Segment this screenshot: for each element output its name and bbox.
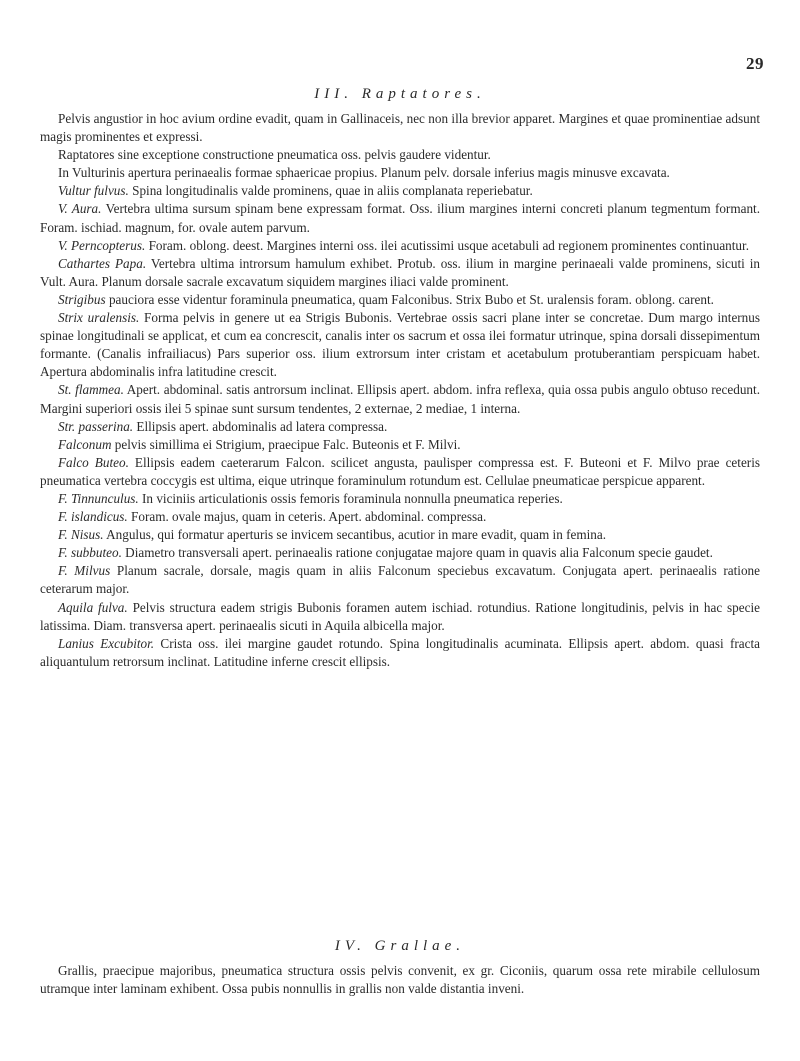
species-term: Strix uralensis. bbox=[58, 310, 140, 326]
paragraph-text: Vertebra ultima introrsum hamulum exhibet. Protub. oss. ilium in margine perinaeali valde prominens, sicuti in Vult. Aura. Planum dorsale sacrale excavatum siquidem margines iliaci valde prominent. bbox=[40, 255, 761, 289]
paragraph-text: pauciora esse videntur foraminula pneumatica, quam Falconibus. Strix Bubo et St. uralensis foram. oblong. carent. bbox=[105, 291, 714, 307]
species-term: F. Milvus bbox=[58, 563, 111, 579]
paragraph-text: Grallis, praecipue majoribus, pneumatica structura ossis pelvis convenit, ex gr. Ciconiis, quarum ossa rete mirabile cellulosum utramque inter laminam exhibent. Ossa pubis nonnullis in grallis non valde distantia inveni. bbox=[40, 963, 760, 997]
paragraph-text: Pelvis structura eadem strigis Bubonis foramen autem ischiad. rotundius. Ratione longitudinis, pelvis in hac specie latissima. Diam. transversa apert. perinaealis sicuti in Aquila albicella major. bbox=[40, 599, 760, 633]
paragraph bbox=[40, 418, 760, 436]
page-number: 29 bbox=[746, 54, 764, 73]
species-term: Str. passerina. bbox=[58, 418, 134, 434]
section-heading-raptatores: III. Raptatores. bbox=[314, 86, 486, 102]
paragraph bbox=[40, 526, 760, 544]
paragraph-text: In Vulturinis apertura perinaealis formae sphaericae propius. Planum pelv. dorsale inferius magis minusve excavata. bbox=[58, 165, 670, 181]
paragraph bbox=[40, 164, 760, 182]
species-term: F. subbuteo. bbox=[58, 545, 122, 561]
paragraph-text: Apert. abdominal. satis antrorsum inclinat. Ellipsis apert. abdom. infra reflexa, quia ossa pubis angulo obtuso recedunt. Margini superiori ossis ilei 5 spinae sunt sursum tendentes, 2 externae, 2 mediae, 1 interna. bbox=[40, 382, 760, 416]
species-term: Vultur fulvus. bbox=[58, 183, 129, 199]
paragraph-text: Crista oss. ilei margine gaudet rotundo. Spina longitudinalis acuminata. Ellipsis apert. abdom. quasi fracta aliquantulum retrorsum inclinat. Latitudine inferne crescit ellipsis. bbox=[40, 635, 761, 669]
species-term: V. Perncopterus. bbox=[58, 237, 146, 253]
species-term: Falconum bbox=[58, 436, 112, 452]
species-term: Aquila fulva. bbox=[58, 599, 128, 615]
species-term: Falco Buteo. bbox=[58, 454, 129, 470]
paragraph-text: Raptatores sine exceptione constructione pneumatica oss. pelvis gaudere videntur. bbox=[58, 147, 491, 163]
paragraph-text: Angulus, qui formatur aperturis se invicem secantibus, acutior in mare evadit, quam in femina. bbox=[103, 527, 607, 543]
paragraph bbox=[40, 436, 760, 454]
paragraph bbox=[40, 635, 760, 671]
paragraph bbox=[40, 237, 760, 255]
paragraph bbox=[40, 508, 760, 526]
paragraph-text: Foram. oblong. deest. Margines interni oss. ilei acutissimi usque acetabuli ad regionem prominentes continuantur. bbox=[145, 237, 749, 253]
paragraph bbox=[40, 291, 760, 309]
paragraph bbox=[40, 309, 760, 381]
paragraph bbox=[40, 255, 760, 291]
paragraph bbox=[40, 962, 760, 998]
paragraph-text: Ellipsis apert. abdominalis ad latera compressa. bbox=[133, 418, 388, 434]
paragraph-text: In viciniis articulationis ossis femoris foraminula nonnulla pneumatica reperies. bbox=[138, 490, 563, 506]
paragraph-text: Forma pelvis in genere ut ea Strigis Bubonis. Vertebrae ossis sacri plane inter se concretae. Dum margo internus spinae longitudinali se applicat, et cum ea concrescit, canalis inter os sacrum et ossa ilei formatur utrinque, spina dorsali dissepimentum formante. (Canalis infrailiacus) Pars superior oss. ilium extrorsum inter cristam et acetabulum protuberantiam perspicuam habet. Apertura abdominalis infra latitudine crescit. bbox=[40, 310, 761, 380]
species-term: V. Aura. bbox=[58, 201, 102, 217]
paragraph-text: Planum sacrale, dorsale, magis quam in aliis Falconum speciebus excavatum. Conjugata apert. perinaealis ratione ceterarum major. bbox=[40, 563, 760, 597]
paragraph bbox=[40, 182, 760, 200]
species-term: Lanius Excubitor. bbox=[58, 635, 155, 651]
paragraph bbox=[40, 200, 760, 236]
paragraph bbox=[40, 146, 760, 164]
paragraph bbox=[40, 454, 760, 490]
paragraph-text: Pelvis angustior in hoc avium ordine evadit, quam in Gallinaceis, nec non illa brevior apparet. Margines et quae prominentiae adsunt magis prominentes et expressi. bbox=[40, 111, 760, 145]
paragraph bbox=[40, 599, 760, 635]
paragraph-text: pelvis simillima ei Strigium, praecipue Falc. Buteonis et F. Milvi. bbox=[111, 436, 461, 452]
section-body-grallae bbox=[40, 962, 760, 998]
paragraph-text: Foram. ovale majus, quam in ceteris. Apert. abdominal. compressa. bbox=[127, 509, 487, 525]
paragraph-text: Diametro transversali apert. perinaealis ratione conjugatae majore quam in quavis alia Falconum specie gaudet. bbox=[121, 545, 713, 561]
paragraph-text: Spina longitudinalis valde prominens, quae in aliis complanata reperiebatur. bbox=[128, 183, 533, 199]
species-term: St. flammea. bbox=[58, 382, 124, 398]
paragraph bbox=[40, 490, 760, 508]
paragraph-text: Vertebra ultima sursum spinam bene expressam format. Oss. ilium margines interni concreti planum tegmentum formant. Foram. ischiad. magnum, for. ovale autem parvum. bbox=[40, 201, 760, 235]
species-term: F. Nisus. bbox=[58, 527, 104, 543]
species-term: F. Tinnunculus. bbox=[58, 490, 139, 506]
paragraph-text: Ellipsis eadem caeterarum Falcon. scilicet angusta, paulisper compressa est. F. Buteoni et F. Milvo prae ceteris pneumatica vertebra coccygis est ultima, eique utrinque foraminulum rotundum est. Cellulae pneumaticae perspicue apparent. bbox=[40, 454, 760, 488]
paragraph bbox=[40, 110, 760, 146]
species-term: F. islandicus. bbox=[58, 509, 128, 525]
paragraph bbox=[40, 381, 760, 417]
species-term: Strigibus bbox=[58, 291, 106, 307]
section-body-raptatores bbox=[40, 110, 760, 671]
paragraph bbox=[40, 562, 760, 598]
paragraph bbox=[40, 544, 760, 562]
section-heading-grallae: IV. Grallae. bbox=[334, 938, 466, 954]
species-term: Cathartes Papa. bbox=[58, 255, 147, 271]
